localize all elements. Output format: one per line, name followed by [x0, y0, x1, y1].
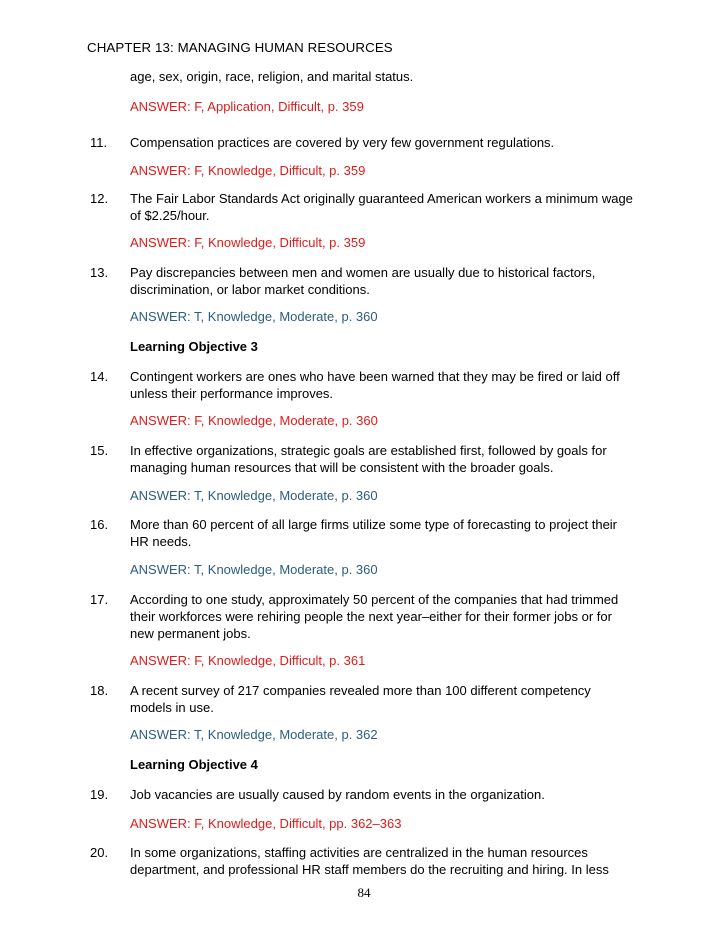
question-text-line: Contingent workers are ones who have been warned that they may be fired or laid off — [130, 369, 620, 384]
answer-19: ANSWER: F, Knowledge, Difficult, pp. 362–363 — [130, 816, 402, 831]
question-text-line: discrimination, or labor market conditions. — [130, 282, 370, 297]
answer-14: ANSWER: F, Knowledge, Moderate, p. 360 — [130, 413, 378, 428]
question-number-14: 14. — [90, 369, 109, 384]
question-number-19: 19. — [90, 787, 109, 802]
question-14-text — [130, 368, 650, 402]
question-text-line: department, and professional HR staff members do the recruiting and hiring. In less — [130, 862, 609, 877]
question-text-line: age, sex, origin, race, religion, and marital status. — [130, 69, 414, 84]
question-15-text — [130, 442, 650, 476]
question-16-text — [130, 516, 650, 550]
question-18-text — [130, 682, 650, 716]
question-text-line: Compensation practices are covered by very few government regulations. — [130, 135, 555, 150]
page-number: 84 — [357, 885, 371, 900]
question-20-text — [130, 844, 650, 878]
question-text-line: In effective organizations, strategic goals are established first, followed by goals for — [130, 443, 607, 458]
question-text-line: The Fair Labor Standards Act originally guaranteed American workers a minimum wage — [130, 191, 633, 206]
question-11-text — [130, 134, 650, 151]
question-17-text — [130, 591, 650, 642]
answer-12: ANSWER: F, Knowledge, Difficult, p. 359 — [130, 235, 366, 250]
question-text-line: More than 60 percent of all large firms utilize some type of forecasting to project their — [130, 517, 618, 532]
question-number-18: 18. — [90, 683, 109, 698]
question-text-line: unless their performance improves. — [130, 386, 334, 401]
question-12-text — [130, 190, 650, 224]
question-text-line: According to one study, approximately 50 percent of the companies that had trimmed — [130, 592, 619, 607]
answer-18: ANSWER: T, Knowledge, Moderate, p. 362 — [130, 727, 378, 742]
question-text-line: of $2.25/hour. — [130, 208, 210, 223]
question-continued-text — [130, 68, 650, 85]
question-19-text — [130, 786, 650, 803]
learning-objective-heading: Learning Objective 4 — [130, 757, 258, 772]
answer-13: ANSWER: T, Knowledge, Moderate, p. 360 — [130, 309, 378, 324]
answer-11: ANSWER: F, Knowledge, Difficult, p. 359 — [130, 163, 366, 178]
question-number-13: 13. — [90, 265, 109, 280]
question-13-text — [130, 264, 650, 298]
learning-objective-heading: Learning Objective 3 — [130, 339, 258, 354]
question-text-line: their workforces were rehiring people the next year–either for their former jobs or for — [130, 609, 612, 624]
answer-17: ANSWER: F, Knowledge, Difficult, p. 361 — [130, 653, 366, 668]
question-text-line: A recent survey of 217 companies revealed more than 100 different competency — [130, 683, 591, 698]
answer-16: ANSWER: T, Knowledge, Moderate, p. 360 — [130, 562, 378, 577]
answer-continued: ANSWER: F, Application, Difficult, p. 359 — [130, 99, 364, 114]
question-number-12: 12. — [90, 191, 109, 206]
question-number-11: 11. — [90, 135, 108, 150]
question-text-line: HR needs. — [130, 534, 192, 549]
question-number-16: 16. — [90, 517, 109, 532]
question-text-line: In some organizations, staffing activities are centralized in the human resources — [130, 845, 588, 860]
question-text-line: models in use. — [130, 700, 214, 715]
question-text-line: managing human resources that will be consistent with the broader goals. — [130, 460, 554, 475]
chapter-header: CHAPTER 13: MANAGING HUMAN RESOURCES — [87, 40, 393, 55]
question-number-20: 20. — [90, 845, 109, 860]
question-text-line: new permanent jobs. — [130, 626, 251, 641]
question-number-15: 15. — [90, 443, 109, 458]
question-number-17: 17. — [90, 592, 109, 607]
question-text-line: Job vacancies are usually caused by random events in the organization. — [130, 787, 545, 802]
answer-15: ANSWER: T, Knowledge, Moderate, p. 360 — [130, 488, 378, 503]
question-text-line: Pay discrepancies between men and women are usually due to historical factors, — [130, 265, 596, 280]
